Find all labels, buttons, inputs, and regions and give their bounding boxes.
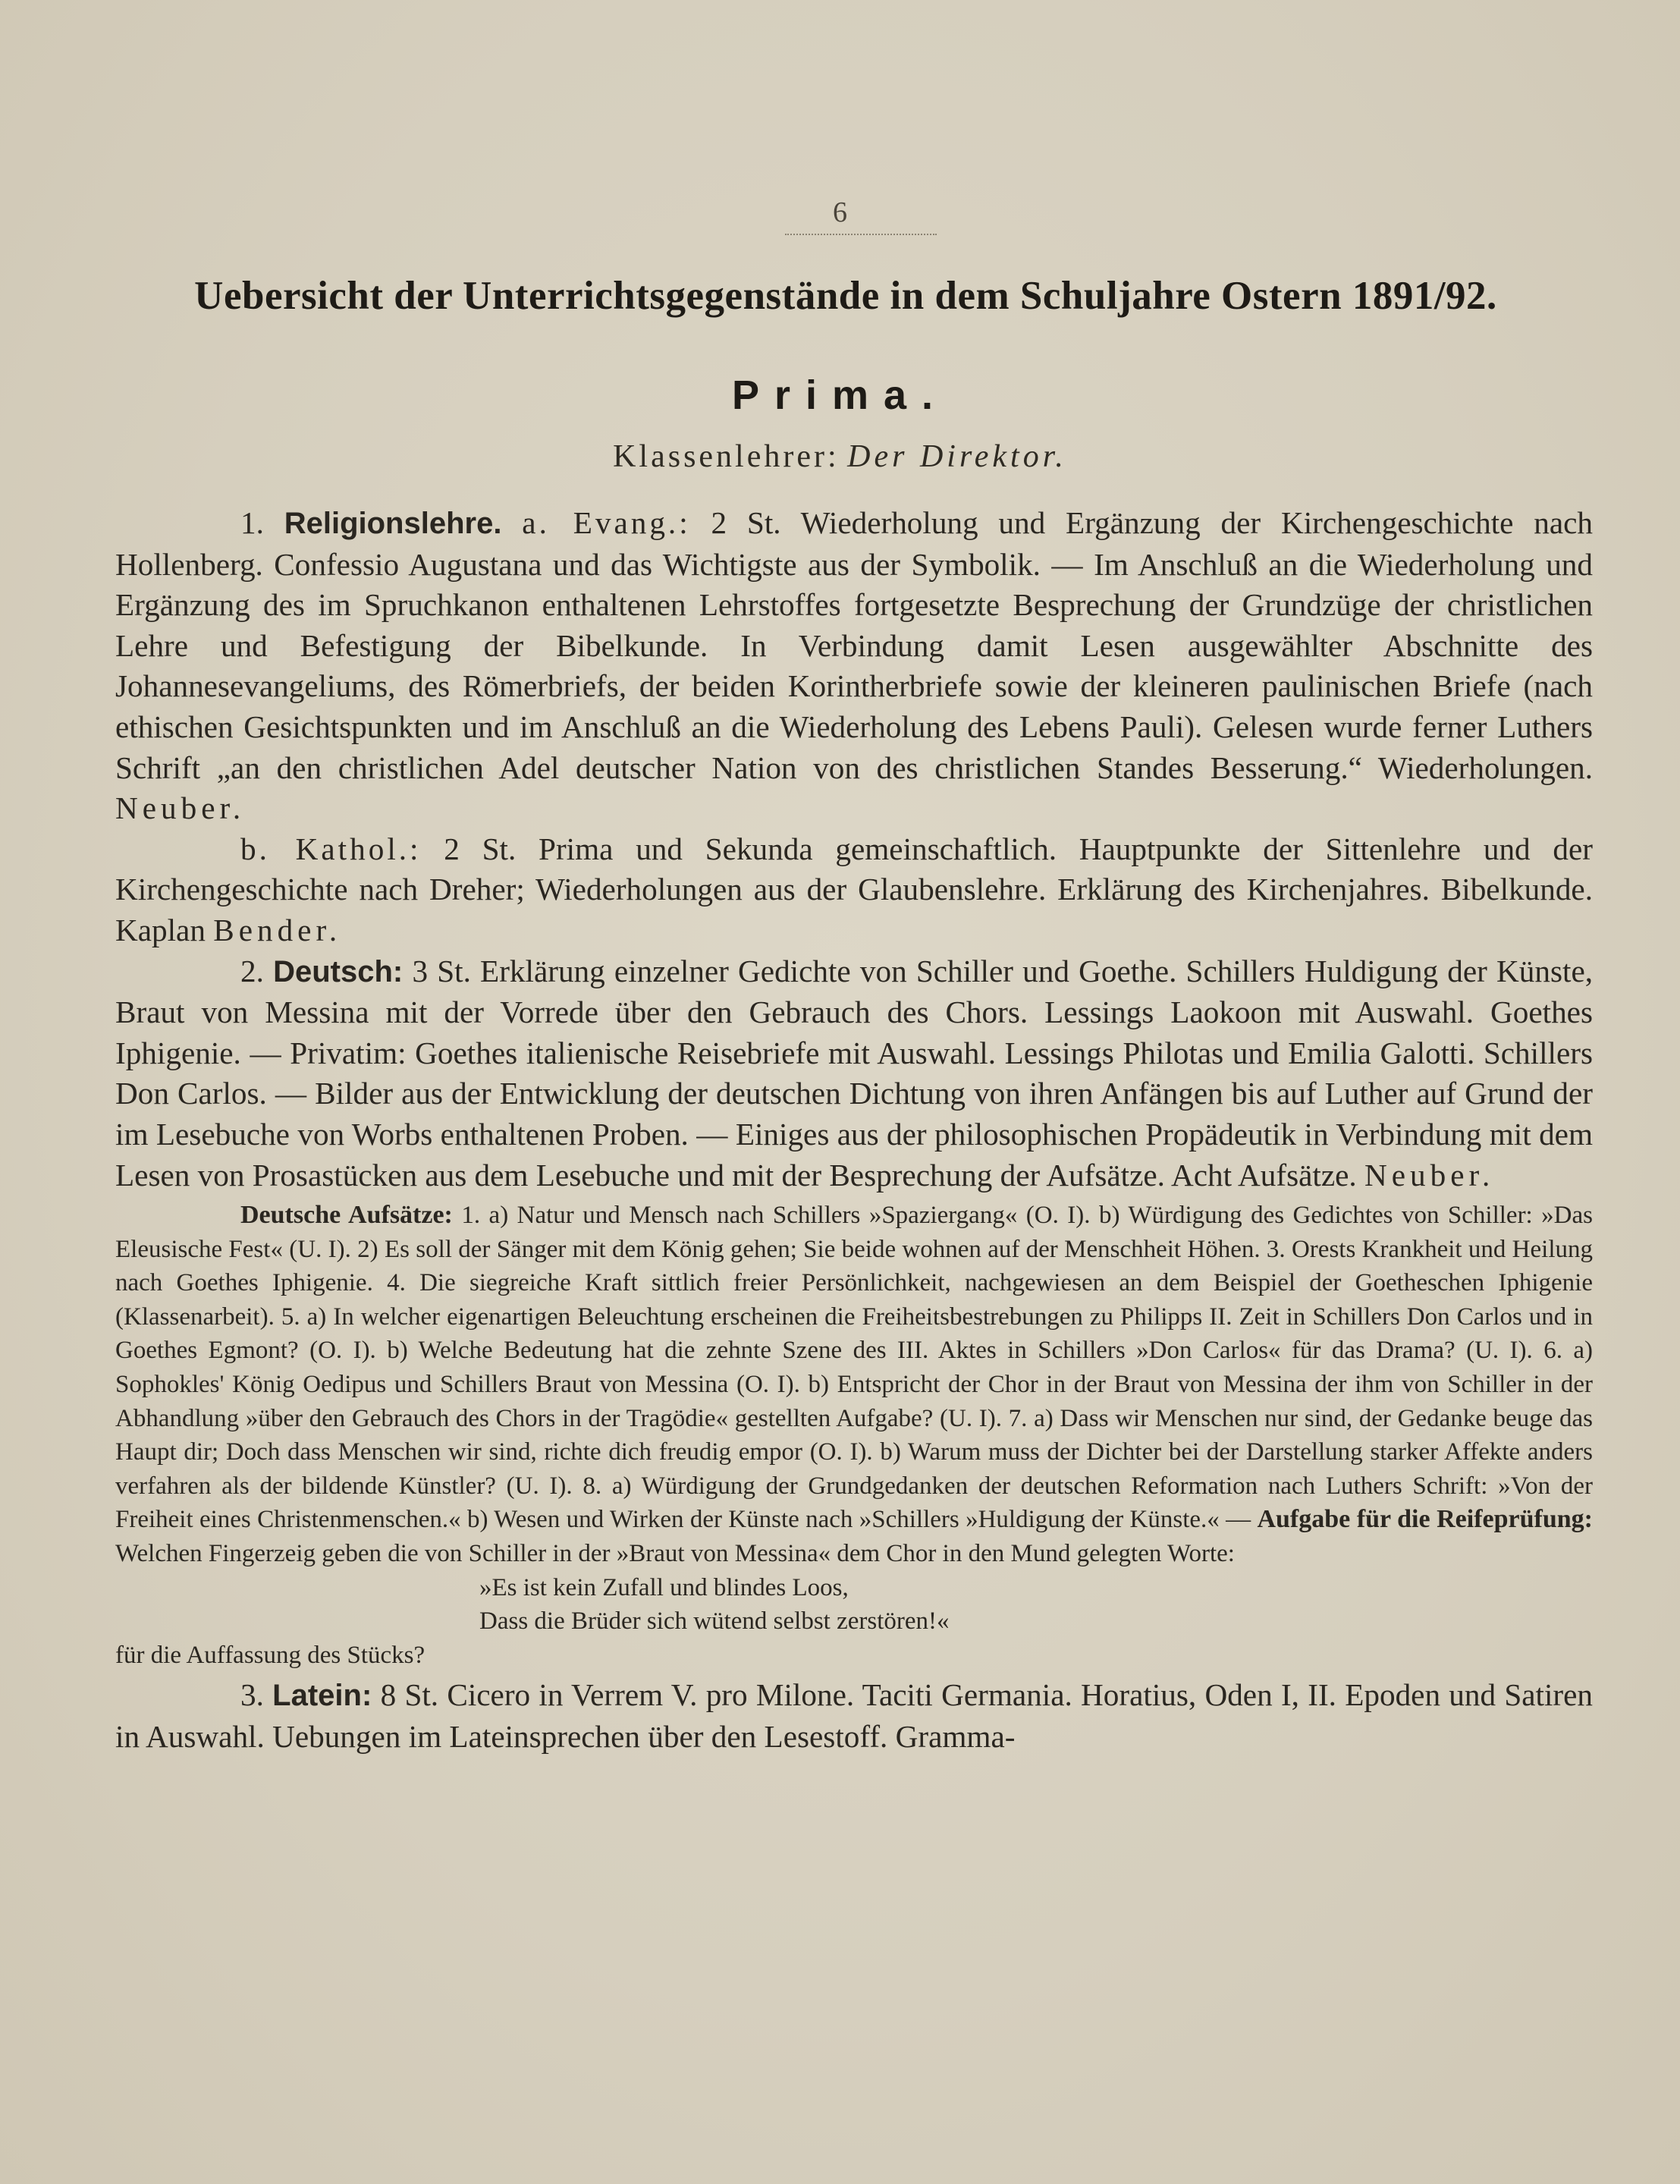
essays-heading: Deutsche Aufsätze:	[240, 1201, 453, 1230]
class-teacher-line	[0, 438, 1680, 475]
exam-heading: Aufgabe für die Reifeprüfung:	[1257, 1505, 1594, 1534]
deutsch-text: 3 St. Erklärung einzelner Gedichte von Schiller und Goethe. Schillers Huldigung der Künste, Braut von Messina mit der Vorrede über den Gebrauch des Chors. Lessings Laokoon mit Auswahl. Goethes Iphigenie. — Privatim: Goethes italienische Reisebriefe mit Auswahl. Lessings Philotas und Emilia Galotti. Schillers Don Carlos. — Bilder aus der Entwicklung der deutschen Dichtung von ihren Anfängen bis auf Luther auf Grund der im Lesebuche von Worbs enthaltenen Proben. — Einiges aus der philosophischen Propädeutik in Verbindung mit dem Lesen von Prosastücken aus dem Lesebuche und mit der Besprechung der Aufsätze. Acht Aufsätze.	[115, 953, 1594, 1193]
religion-heading: Religionslehre.	[284, 507, 502, 540]
religion-kathol-teacher: Bender.	[213, 912, 342, 947]
essays-text: 1. a) Natur und Mensch nach Schillers »Spaziergang« (O. I). b) Würdigung des Gedichtes von Schiller: »Das Eleusische Fest« (U. I). 2) Es soll der Sänger mit dem König gehen; Sie beide wohnen auf der Menschheit Höhen. 3. Orests Krankheit und Heilung nach Goethes Iphigenie. 4. Die siegreiche Kraft sittlich freier Persönlichkeit, nachgewiesen an dem Beispiel der Goetheschen Iphigenie (Klassenarbeit). 5. a) In welcher eigenartigen Beleuchtung erscheinen die Freiheitsbestrebungen zu Philipps II. Zeit in Schillers Don Carlos und in Goethes Egmont? (O. I). b) Welche Bedeutung hat die zehnte Szene des III. Aktes in Schillers »Don Carlos« für das Drama? (U. I). 6. a) Sophokles' König Oedipus und Schillers Braut von Messina (O. I). b) Entspricht der Chor in der Braut von Messina der ihm von Schiller in der Abhandlung »über den Gebrauch des Chors in der Tragödie« gestellten Aufgabe? (U. I). 7. a) Dass wir Menschen nur sind, der Gedanke beuge das Haupt dir; Doch dass Menschen wir sind, richte dich freudig empor (O. I). b) Warum muss der Dichter bei der Darstellung starker Affekte anders verfahren als der bildende Künstler? (U. I). 8. a) Würdigung der Grundgedanken der deutschen Reformation nach Luthers Schrift: »Von der Freiheit eines Christenmenschen.« b) Wesen und Wirken der Künste nach »Schillers »Huldigung der Künste.« —	[115, 1202, 1593, 1534]
religion-kathol-label: b. Kathol.:	[240, 831, 422, 866]
religion-evang-paragraph	[115, 503, 1593, 829]
religion-evang-label: a. Evang.:	[522, 505, 691, 540]
latein-heading: Latein:	[272, 1679, 372, 1713]
religion-number: 1.	[240, 505, 264, 540]
page-number: 6	[833, 196, 847, 228]
deutsch-teacher: Neuber.	[1364, 1157, 1495, 1193]
religion-kathol-paragraph	[115, 829, 1593, 951]
page-title: Uebersicht der Unterrichtsgegenstände in dem Schuljahre Ostern 1891/92.	[194, 274, 1497, 318]
document-body	[115, 503, 1593, 1758]
deutsch-heading: Deutsch:	[273, 954, 404, 988]
page-number-rule	[785, 234, 937, 235]
exam-quote-line-1: »Es ist kein Zufall und blindes Loos,	[479, 1573, 849, 1601]
class-teacher-name: Der Direktor.	[847, 439, 1067, 474]
exam-end: für die Auffassung des Stücks?	[115, 1641, 425, 1669]
latein-text: 8 St. Cicero in Verrem V. pro Milone. Taciti Germania. Horatius, Oden I, II. Epoden und Satiren in Auswahl. Uebungen im Lateinsprechen über den Lesestoff. Gramma-	[115, 1677, 1594, 1754]
religion-evang-teacher: Neuber.	[115, 790, 246, 826]
exam-text: Welchen Fingerzeig geben die von Schiller in der »Braut von Messina« dem Chor in den Mund gelegten Worte:	[115, 1540, 1235, 1568]
religion-evang-text: 2 St. Wiederholung und Ergänzung der Kirchengeschichte nach Hollenberg. Confessio Augustana und das Wichtigste aus der Symbolik. — Im Anschluß an die Wiederholung und Ergänzung des im Spruchkanon enthaltenen Lehrstoffes fortgesetzte Besprechung der Grundzüge der christlichen Lehre und Befestigung der Bibelkunde. In Verbindung damit Lesen ausgewählter Abschnitte des Johannesevangeliums, des Römerbriefs, der beiden Korintherbriefe sowie der kleineren paulinischen Briefe (nach ethischen Gesichtspunkten und im Anschluß an die Wiederholung des Lebens Pauli). Gelesen wurde ferner Luthers Schrift „an den christlichen Adel deutscher Nation von des christlichen Standes Besserung.“ Wiederholungen.	[115, 505, 1593, 785]
exam-quote-line-2: Dass die Brüder sich wütend selbst zerstören!«	[479, 1607, 950, 1636]
religion-kathol-text: 2 St. Prima und Sekunda gemeinschaftlich. Hauptpunkte der Sittenlehre und der Kirchengeschichte nach Dreher; Wiederholungen aus der Glaubenslehre. Erklärung des Kirchenjahres. Bibelkunde. Kaplan	[115, 831, 1593, 947]
latein-number: 3.	[240, 1677, 264, 1713]
deutsch-paragraph	[115, 951, 1593, 1196]
deutsch-number: 2.	[240, 953, 264, 988]
latein-paragraph	[115, 1675, 1593, 1757]
class-heading: Prima.	[731, 372, 949, 418]
deutsch-essays-paragraph	[115, 1199, 1593, 1571]
class-teacher-label: Klassenlehrer:	[613, 439, 840, 474]
